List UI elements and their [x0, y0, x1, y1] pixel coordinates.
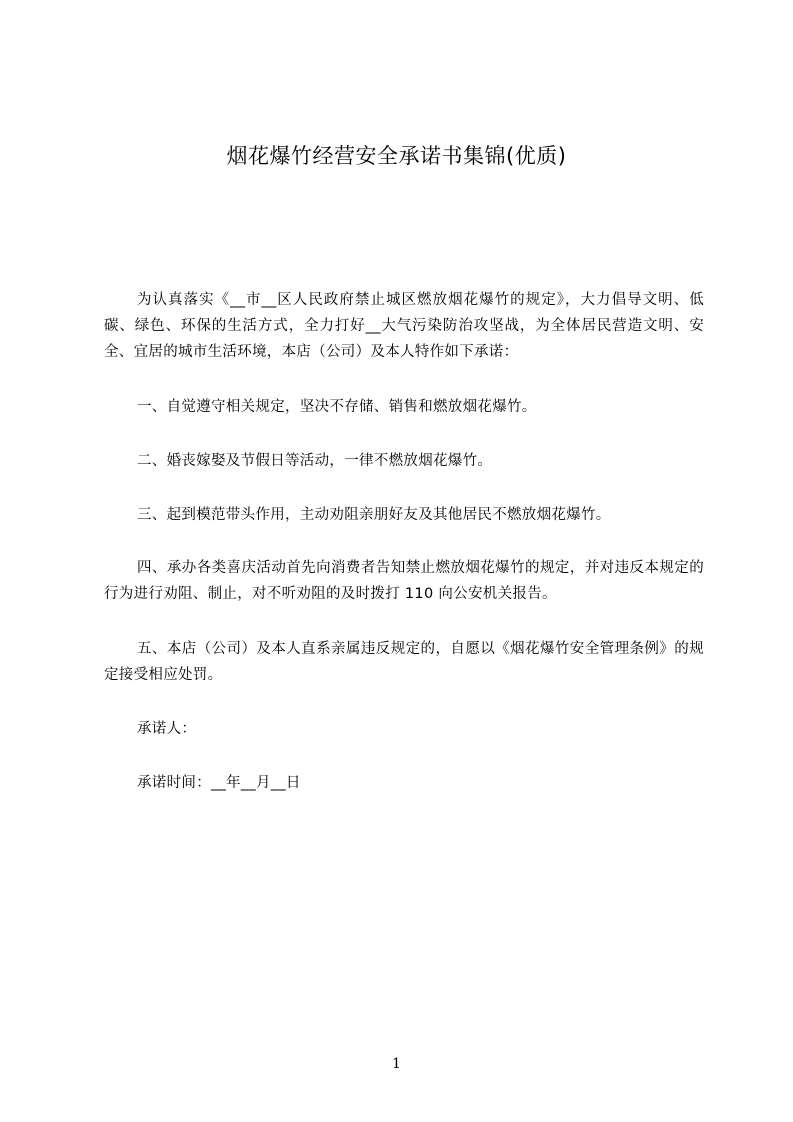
commitment-item-two: 二、婚丧嫁娶及节假日等活动，一律不燃放烟花爆竹。 [137, 453, 493, 469]
commitment-item-three: 三、起到模范带头作用，主动劝阻亲朋好友及其他居民不燃放烟花爆竹。 [137, 507, 611, 523]
intro-paragraph: 为认真落实《__市__区人民政府禁止城区燃放烟花爆竹的规定》，大力倡导文明、低碳、绿色、环保的生活方式，全力打好__大气污染防治攻坚战，为全体居民营造文明、安全、宜居的城市生活环境，本店（公司）及本人特作如下承诺： [104, 292, 704, 360]
commitment-item-block [104, 555, 704, 607]
commitment-item-block [104, 502, 704, 528]
commitment-item-five: 五、本店（公司）及本人直系亲属违反规定的，自愿以《烟花爆竹安全管理条例》的规定接受相应处罚。 [104, 641, 704, 683]
commitment-item-four: 四、承办各类喜庆活动首先向消费者告知禁止燃放烟花爆竹的规定，并对违反本规定的行为进行劝阻、制止，对不听劝阻的及时拨打 110 向公安机关报告。 [104, 560, 704, 602]
intro-paragraph-block [104, 287, 704, 365]
signature-block [104, 716, 704, 742]
commitment-item-block [104, 394, 704, 420]
commitment-item-one: 一、自觉遵守相关规定，坚决不存储、销售和燃放烟花爆竹。 [137, 399, 537, 415]
page-number: 1 [392, 1056, 401, 1072]
document-title: 烟花爆竹经营安全承诺书集锦(优质) [226, 144, 567, 168]
promise-date-line: 承诺时间：__年__月__日 [137, 775, 301, 791]
commitment-item-block [104, 448, 704, 474]
commitment-item-block [104, 636, 704, 688]
date-block [104, 770, 704, 796]
promiser-label: 承诺人： [137, 721, 197, 737]
